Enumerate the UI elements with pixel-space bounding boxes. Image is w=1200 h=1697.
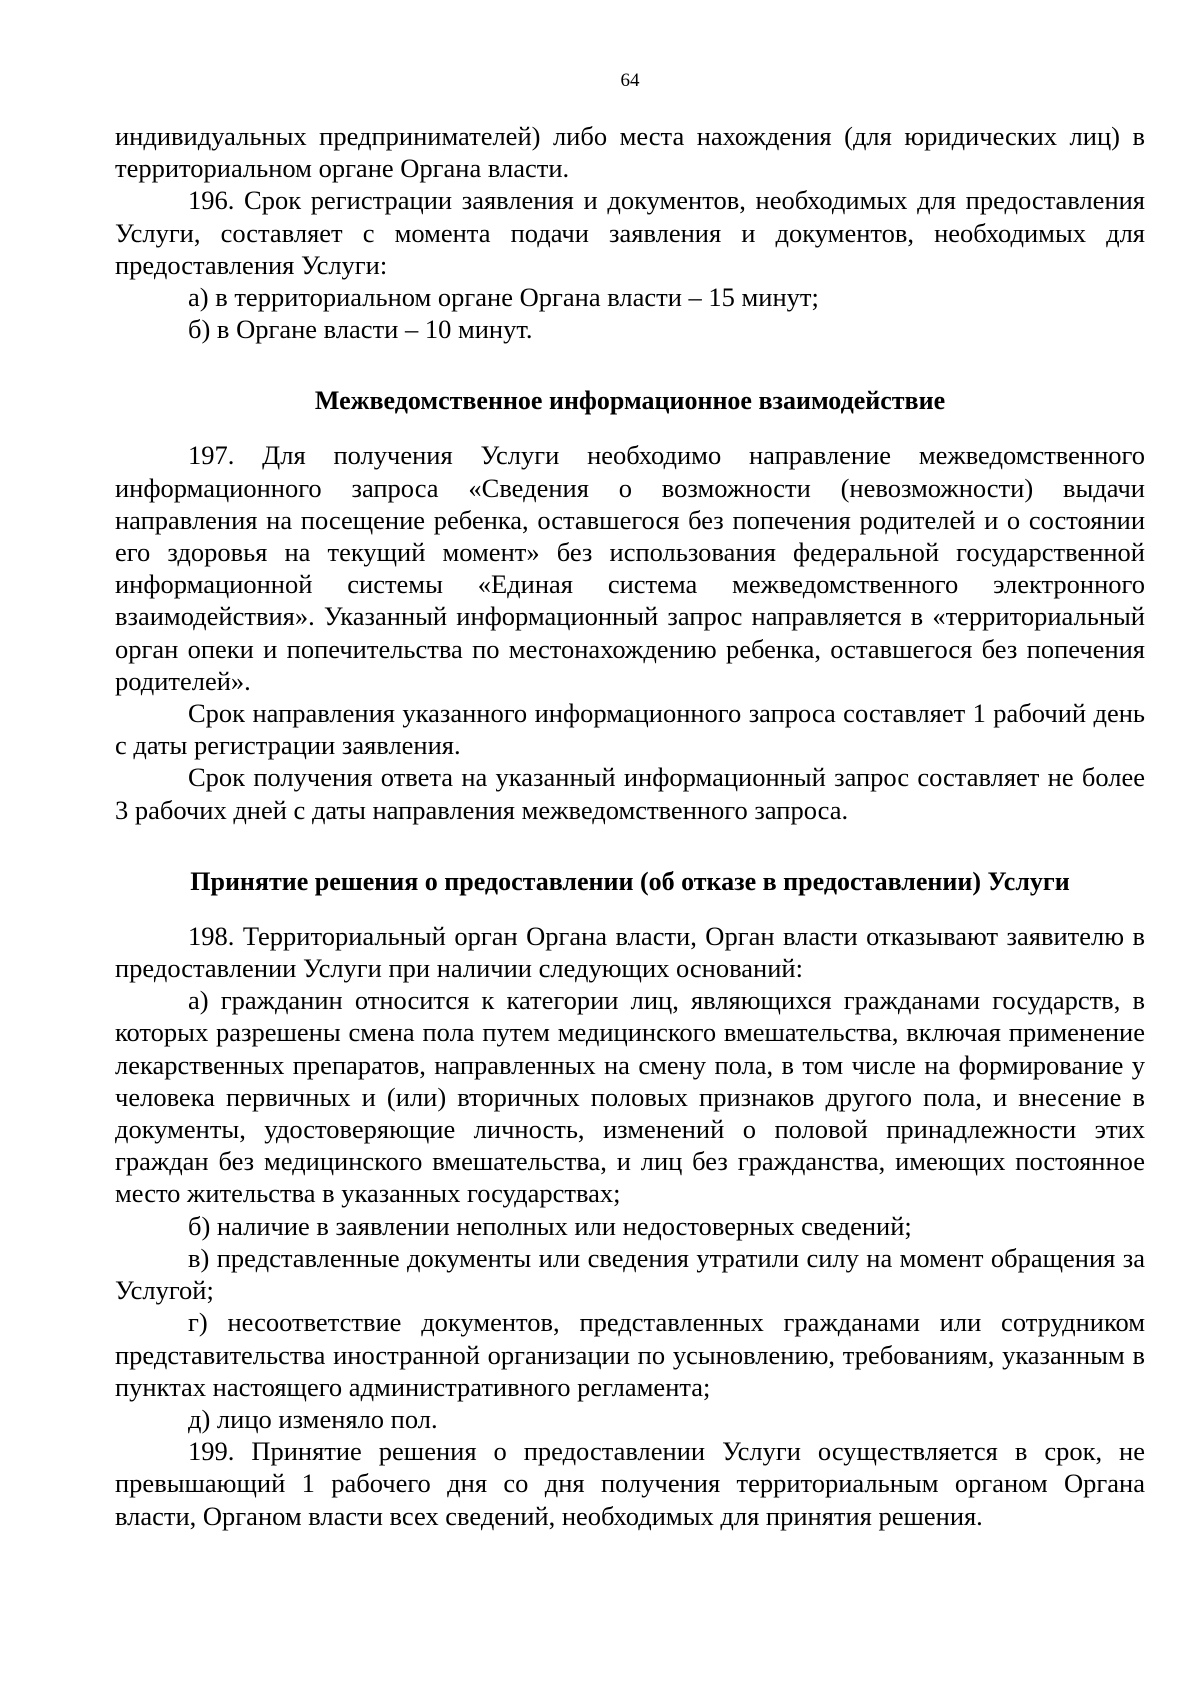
page-number: 64 <box>620 70 640 91</box>
paragraph-continuation: индивидуальных предпринимателей) либо места нахождения (для юридических лиц) в территориальном органе Органа власти. <box>115 121 1145 184</box>
paragraph-197-term-request: Срок направления указанного информационного запроса составляет 1 рабочий день с даты регистрации заявления. <box>115 698 1145 761</box>
list-item-198-b: б) наличие в заявлении неполных или недостоверных сведений; <box>188 1210 912 1241</box>
paragraph-198: 198. Территориальный орган Органа власти, Орган власти отказывают заявителю в предоставлении Услуги при наличии следующих оснований: <box>115 920 1145 984</box>
paragraph-196: 196. Срок регистрации заявления и документов, необходимых для предоставления Услуги, составляет с момента подачи заявления и документов, необходимых для предоставления Услуги: <box>115 185 1145 280</box>
paragraph-197-term-response: Срок получения ответа на указанный информационный запрос составляет не более 3 рабочих дней с даты направления межведомственного запроса. <box>115 762 1145 825</box>
paragraph-199: 199. Принятие решения о предоставлении Услуги осуществляется в срок, не превышающий 1 рабочего дня со дня получения территориальным органом Органа власти, Органом власти всех сведений, необходимых для принятия решения. <box>115 1436 1145 1531</box>
list-item-196-b: б) в Органе власти – 10 минут. <box>188 314 533 345</box>
list-item-198-a: а) гражданин относится к категории лиц, являющихся гражданами государств, в которых разрешены смена пола путем медицинского вмешательства, включая применение лекарственных препаратов, направленных на смену пола, в том числе на формирование у человека первичных и (или) вторичных половых признаков другого пола, и внесение в документы, удостоверяющие личность, изменений о половой принадлежности этих граждан без медицинского вмешательства, и лиц без гражданства, имеющих постоянное место жительства в указанных государствах; <box>115 985 1145 1209</box>
list-item-198-d: г) несоответствие документов, представленных гражданами или сотрудником представительства иностранной организации по усыновлению, требованиям, указанным в пунктах настоящего административного регламента; <box>115 1307 1145 1402</box>
paragraph-197: 197. Для получения Услуги необходимо направление межведомственного информационного запроса «Сведения о возможности (невозможности) выдачи направления на посещение ребенка, оставшегося без попечения родителей и о состоянии его здоровья на текущий момент» без использования федеральной государственной информационной системы «Единая система межведомственного электронного взаимодействия». Указанный информационный запрос направляется в «территориальный орган опеки и попечительства по местонахождению ребенка, оставшегося без попечения родителей». <box>115 440 1145 696</box>
list-item-198-c: в) представленные документы или сведения утратили силу на момент обращения за Услугой; <box>115 1242 1145 1306</box>
section-heading-decision: Принятие решения о предоставлении (об отказе в предоставлении) Услуги <box>190 866 1070 896</box>
section-heading-interagency: Межведомственное информационное взаимодействие <box>314 386 946 416</box>
list-item-198-e: д) лицо изменяло пол. <box>188 1403 438 1434</box>
list-item-196-a: а) в территориальном органе Органа власти – 15 минут; <box>188 282 819 313</box>
document-body <box>115 120 1145 1532</box>
